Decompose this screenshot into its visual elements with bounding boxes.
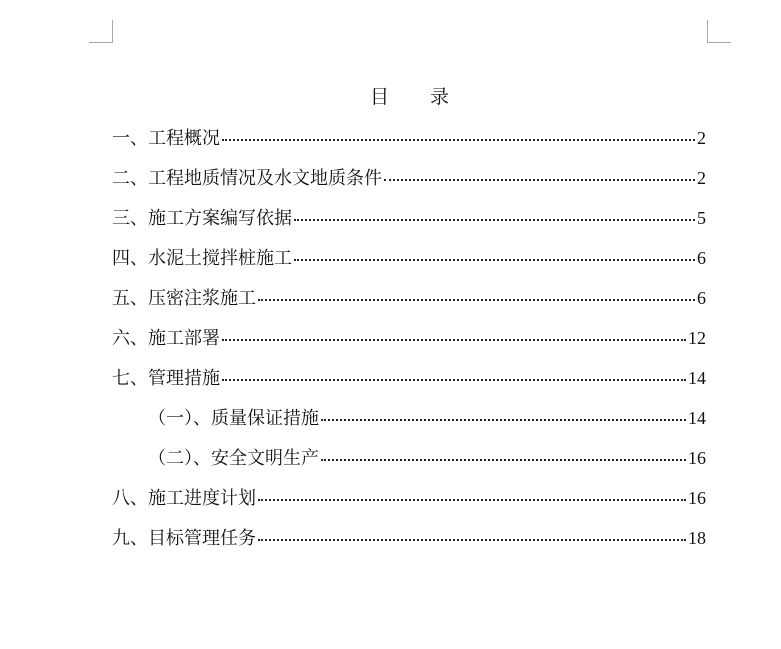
toc-entry[interactable] — [112, 524, 706, 564]
crop-mark-top-right — [707, 20, 731, 43]
toc-entry-page-number: 16 — [688, 488, 706, 508]
toc-dot-leader — [258, 538, 686, 541]
toc-entry-label: 六、施工部署 — [112, 328, 220, 349]
toc-entry[interactable] — [112, 364, 706, 404]
toc-entry-page-number: 14 — [688, 368, 706, 388]
toc-entry-label: 三、施工方案编写依据 — [112, 208, 292, 229]
toc-entry-label: （二）、安全文明生产 — [148, 448, 319, 469]
toc-title: 目 录 — [369, 86, 450, 108]
toc-entry-page-number: 14 — [688, 408, 706, 428]
table-of-contents — [112, 124, 706, 564]
toc-entry-label: 七、管理措施 — [112, 368, 220, 389]
toc-entry[interactable] — [112, 444, 706, 484]
toc-entry-page-number: 2 — [697, 168, 706, 188]
toc-entry[interactable] — [112, 284, 706, 324]
crop-mark-top-left — [89, 20, 113, 43]
toc-dot-leader — [321, 458, 686, 461]
toc-entry-label: 九、目标管理任务 — [112, 528, 256, 549]
toc-dot-leader — [222, 138, 695, 141]
toc-entry-page-number: 16 — [688, 448, 706, 468]
toc-dot-leader — [294, 218, 695, 221]
toc-entry-label: （一）、质量保证措施 — [148, 408, 319, 429]
toc-entry[interactable] — [112, 124, 706, 164]
toc-entry[interactable] — [112, 244, 706, 284]
toc-entry[interactable] — [112, 164, 706, 204]
toc-entry[interactable] — [112, 404, 706, 444]
toc-entry-page-number: 18 — [688, 528, 706, 548]
toc-entry-label: 五、压密注浆施工 — [112, 288, 256, 309]
toc-entry-page-number: 6 — [697, 248, 706, 268]
toc-dot-leader — [258, 298, 695, 301]
toc-entry[interactable] — [112, 204, 706, 244]
toc-dot-leader — [258, 498, 686, 501]
toc-entry[interactable] — [112, 324, 706, 364]
toc-dot-leader — [222, 378, 686, 381]
toc-entry-page-number: 2 — [697, 128, 706, 148]
toc-entry-page-number: 6 — [697, 288, 706, 308]
toc-entry[interactable] — [112, 484, 706, 524]
toc-dot-leader — [294, 258, 695, 261]
toc-entry-page-number: 12 — [688, 328, 706, 348]
toc-dot-leader — [222, 338, 686, 341]
toc-entry-page-number: 5 — [697, 208, 706, 228]
toc-dot-leader — [321, 418, 686, 421]
toc-dot-leader — [384, 178, 695, 181]
toc-entry-label: 四、水泥土搅拌桩施工 — [112, 248, 292, 269]
toc-entry-label: 八、施工进度计划 — [112, 488, 256, 509]
toc-entry-label: 二、工程地质情况及水文地质条件 — [112, 168, 382, 189]
toc-entry-label: 一、工程概况 — [112, 128, 220, 149]
